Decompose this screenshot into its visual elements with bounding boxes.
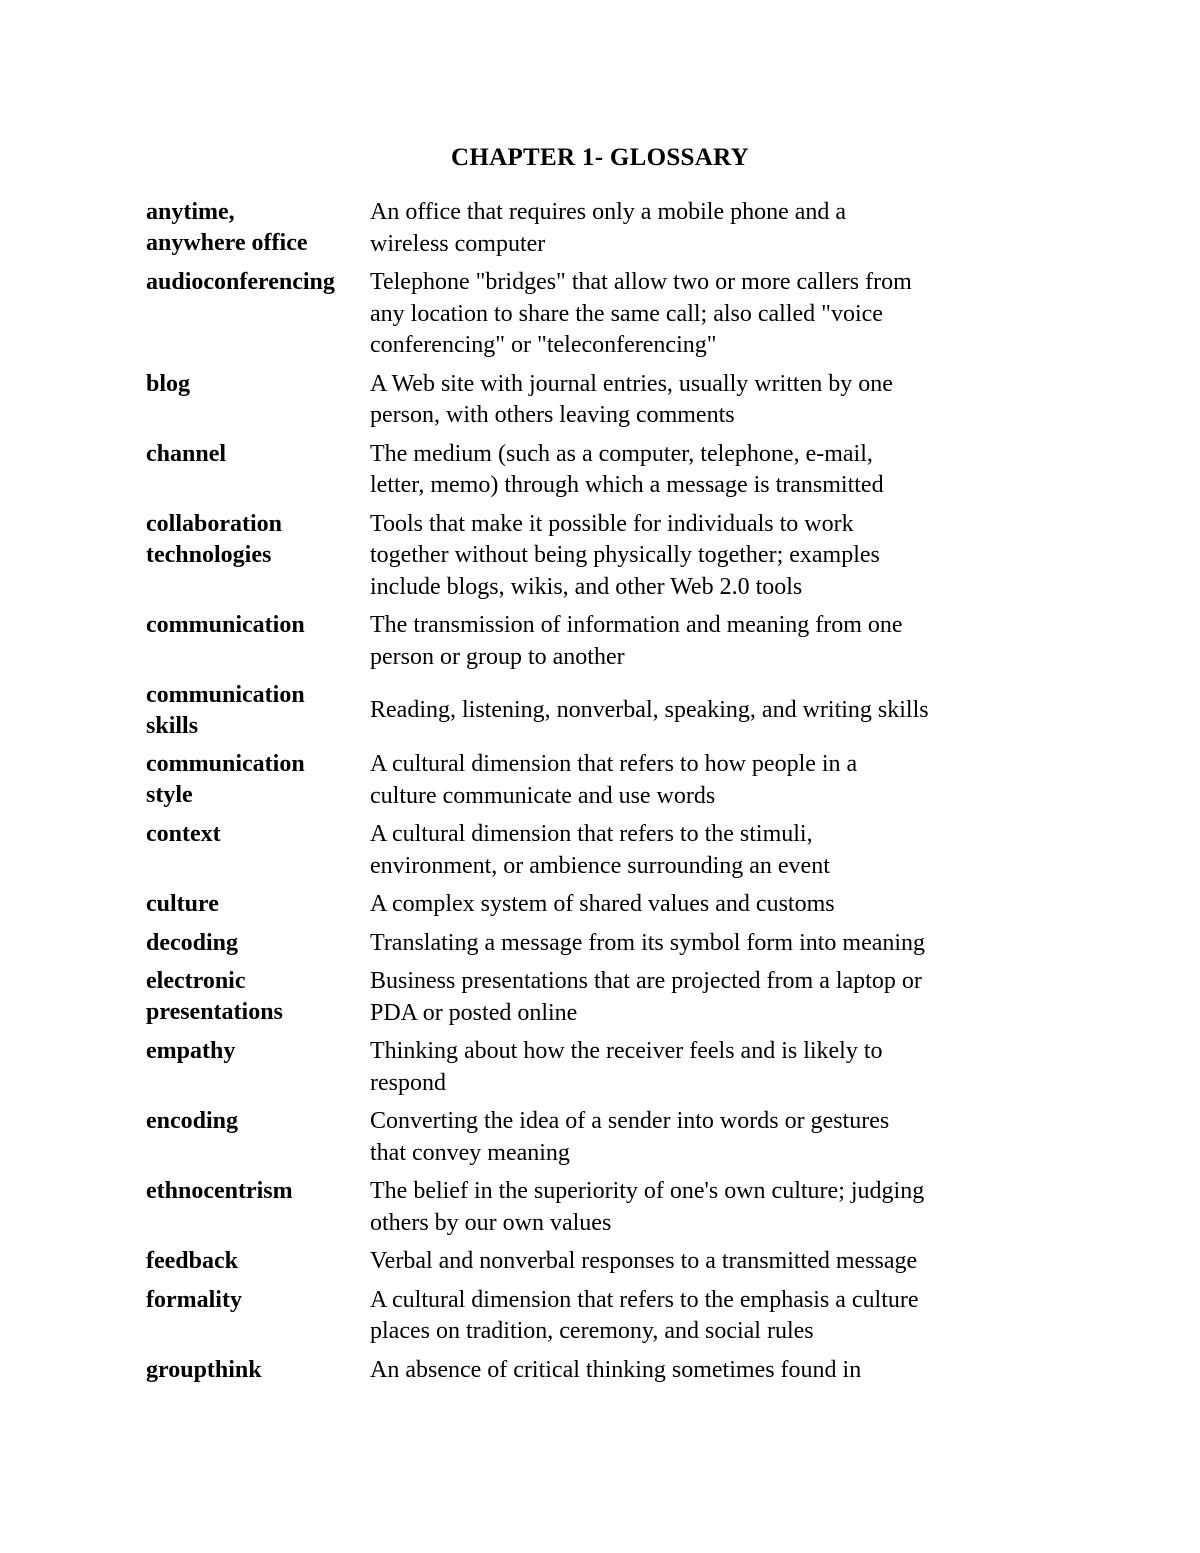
glossary-entry bbox=[146, 1036, 1026, 1106]
glossary-entry bbox=[146, 1246, 1026, 1285]
glossary-entry bbox=[146, 928, 1026, 967]
glossary-entry bbox=[146, 197, 1026, 267]
glossary-term: ethnocentrism bbox=[146, 1178, 293, 1204]
glossary-entry bbox=[146, 439, 1026, 509]
glossary-definition: The transmission of information and meaning from one person or group to another bbox=[370, 612, 903, 670]
page-title: CHAPTER 1- GLOSSARY bbox=[451, 144, 749, 171]
glossary-term: communication bbox=[146, 612, 305, 638]
glossary-definition: Telephone "bridges" that allow two or more callers from any location to share the same call; also called "voice conferencing" or "teleconferencing" bbox=[370, 269, 912, 358]
glossary-list bbox=[146, 197, 1026, 1393]
glossary-definition: The medium (such as a computer, telephone, e-mail, letter, memo) through which a message is transmitted bbox=[370, 440, 884, 498]
glossary-definition: An office that requires only a mobile phone and a wireless computer bbox=[370, 199, 847, 257]
glossary-term: encoding bbox=[146, 1108, 239, 1134]
glossary-entry bbox=[146, 889, 1026, 928]
glossary-term: audioconferencing bbox=[146, 269, 335, 295]
glossary-term: blog bbox=[146, 370, 191, 397]
glossary-term: collaboration technologies bbox=[146, 510, 282, 568]
glossary-entry bbox=[146, 819, 1026, 889]
glossary-definition: Business presentations that are projected from a laptop or PDA or posted online bbox=[370, 968, 922, 1026]
glossary-term: communication skills bbox=[146, 682, 305, 739]
glossary-entry bbox=[146, 610, 1026, 680]
glossary-term: feedback bbox=[146, 1248, 238, 1274]
glossary-definition: Converting the idea of a sender into words or gestures that convey meaning bbox=[370, 1108, 890, 1166]
glossary-definition: A cultural dimension that refers to the stimuli, environment, or ambience surrounding an event bbox=[370, 821, 830, 879]
glossary-entry bbox=[146, 509, 1026, 611]
glossary-entry bbox=[146, 966, 1026, 1036]
glossary-definition: Thinking about how the receiver feels and is likely to respond bbox=[370, 1038, 883, 1096]
glossary-definition: Tools that make it possible for individuals to work together without being physically together; examples include blogs, wikis, and other Web 2.0 tools bbox=[370, 510, 880, 600]
glossary-term: electronic presentations bbox=[146, 968, 283, 1025]
glossary-term: formality bbox=[146, 1286, 242, 1313]
glossary-entry bbox=[146, 1176, 1026, 1246]
glossary-term: communication style bbox=[146, 751, 305, 808]
glossary-definition: An absence of critical thinking sometimes found in bbox=[370, 1356, 862, 1383]
glossary-entry bbox=[146, 1285, 1026, 1355]
glossary-term: channel bbox=[146, 440, 227, 467]
glossary-term: groupthink bbox=[146, 1356, 262, 1383]
glossary-definition: Translating a message from its symbol form into meaning bbox=[370, 929, 926, 956]
glossary-definition: A cultural dimension that refers to how people in a culture communicate and use words bbox=[370, 751, 858, 809]
glossary-entry bbox=[146, 369, 1026, 439]
glossary-entry bbox=[146, 680, 1026, 749]
glossary-entry bbox=[146, 749, 1026, 819]
glossary-definition: Verbal and nonverbal responses to a transmitted message bbox=[370, 1248, 918, 1274]
glossary-definition: Reading, listening, nonverbal, speaking, and writing skills bbox=[370, 697, 929, 724]
glossary-term: culture bbox=[146, 891, 219, 917]
glossary-entry bbox=[146, 1355, 1026, 1394]
glossary-term: empathy bbox=[146, 1038, 236, 1064]
glossary-definition: The belief in the superiority of one's own culture; judging others by our own values bbox=[370, 1178, 925, 1236]
glossary-term: context bbox=[146, 821, 221, 847]
glossary-definition: A complex system of shared values and customs bbox=[370, 891, 835, 917]
glossary-definition: A cultural dimension that refers to the emphasis a culture places on tradition, ceremony, and social rules bbox=[370, 1286, 919, 1344]
glossary-definition: A Web site with journal entries, usually written by one person, with others leaving comments bbox=[370, 370, 893, 428]
glossary-term: decoding bbox=[146, 929, 239, 956]
glossary-term: anytime, anywhere office bbox=[146, 199, 308, 256]
glossary-entry bbox=[146, 1106, 1026, 1176]
glossary-entry bbox=[146, 267, 1026, 369]
